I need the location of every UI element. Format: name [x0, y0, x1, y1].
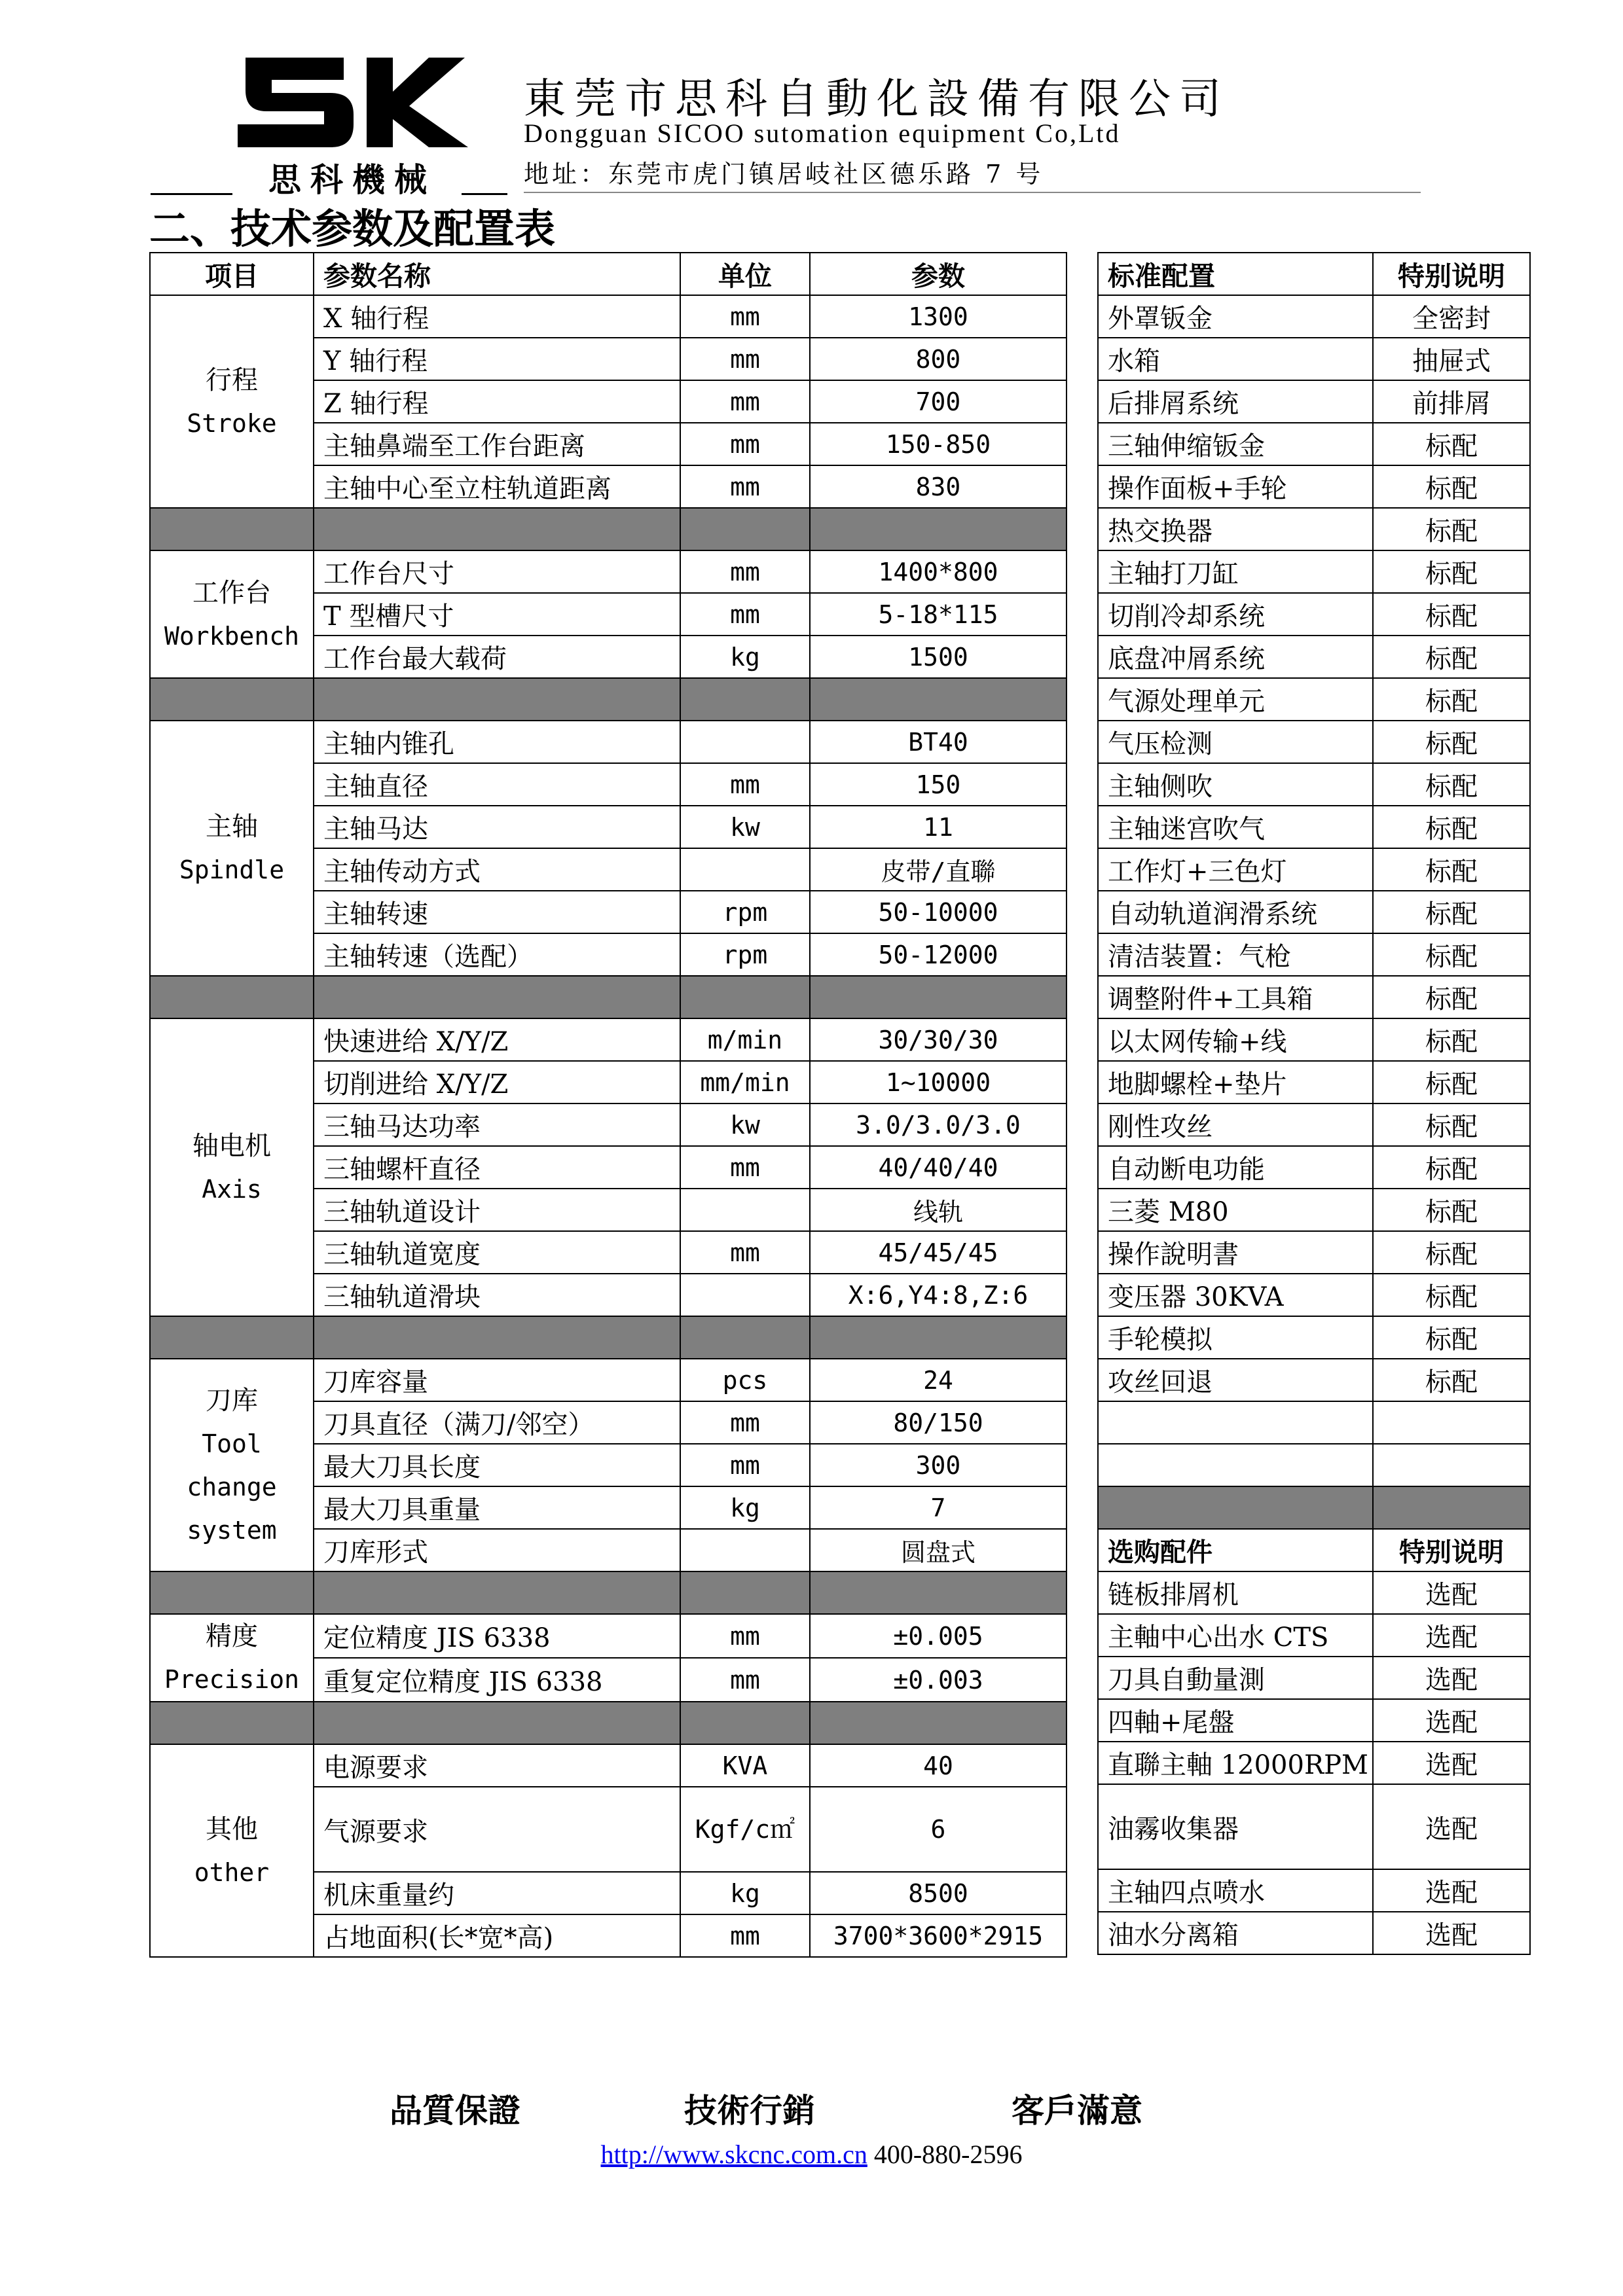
param-value: 6 — [810, 1787, 1067, 1872]
standard-config-row — [1098, 976, 1530, 1018]
standard-config-row — [1098, 1061, 1530, 1103]
param-unit — [680, 1274, 810, 1316]
group-separator-row — [150, 976, 1067, 1018]
header-divider — [524, 192, 1421, 193]
standard-config-row — [1098, 806, 1530, 848]
config-item: 热交换器 — [1098, 508, 1373, 550]
config-item: 变压器 30KVA — [1098, 1274, 1373, 1316]
optional-config-row — [1098, 1869, 1530, 1912]
separator-cell — [810, 678, 1067, 721]
config-note: 标配 — [1373, 976, 1530, 1018]
spec-row — [150, 1359, 1067, 1401]
config-header-row — [1098, 253, 1530, 295]
config-item: 地脚螺栓+垫片 — [1098, 1061, 1373, 1103]
category-en: Stroke — [187, 408, 277, 438]
config-item: 自动断电功能 — [1098, 1146, 1373, 1189]
spec-category — [150, 550, 314, 678]
logo-underline-right — [462, 193, 507, 195]
param-name: 主轴传动方式 — [314, 848, 680, 891]
config-item: 清洁装置：气枪 — [1098, 933, 1373, 976]
separator-cell — [314, 1316, 680, 1359]
empty-row — [1098, 1444, 1530, 1486]
param-unit: kw — [680, 806, 810, 848]
param-unit: mm — [680, 593, 810, 636]
param-value: 3.0/3.0/3.0 — [810, 1103, 1067, 1146]
optional-config-row — [1098, 1912, 1530, 1954]
param-value: 5-18*115 — [810, 593, 1067, 636]
empty-cell — [1373, 1486, 1530, 1529]
category-cn: 轴电机 — [192, 1130, 271, 1161]
param-unit: mm — [680, 1401, 810, 1444]
param-name: 机床重量约 — [314, 1872, 680, 1914]
config-item: 切削冷却系统 — [1098, 593, 1373, 636]
header-optional-accessories: 选购配件 — [1098, 1529, 1373, 1571]
param-name: 三轴轨道滑块 — [314, 1274, 680, 1316]
logo-name: 思科機械 — [268, 160, 436, 199]
spec-category — [150, 1744, 314, 1957]
standard-config-row — [1098, 933, 1530, 976]
category-cn: 精度 — [206, 1621, 258, 1651]
param-value: 1500 — [810, 636, 1067, 678]
config-note: 标配 — [1373, 848, 1530, 891]
param-name: 主轴直径 — [314, 763, 680, 806]
config-item: 主轴四点喷水 — [1098, 1869, 1373, 1912]
config-note: 标配 — [1373, 678, 1530, 721]
param-name: 主轴转速（选配） — [314, 933, 680, 976]
param-value: X:6,Y4:8,Z:6 — [810, 1274, 1067, 1316]
param-name: 三轴马达功率 — [314, 1103, 680, 1146]
param-name: 切削进给 X/Y/Z — [314, 1061, 680, 1103]
category-en: Axis — [202, 1174, 262, 1204]
standard-config-row — [1098, 721, 1530, 763]
config-note: 标配 — [1373, 1231, 1530, 1274]
param-value: 3700*3600*2915 — [810, 1914, 1067, 1957]
param-value: 线轨 — [810, 1189, 1067, 1231]
standard-config-row — [1098, 1018, 1530, 1061]
param-value: ±0.003 — [810, 1658, 1067, 1702]
sk-logo-mark — [232, 46, 471, 157]
config-item: 三菱 M80 — [1098, 1189, 1373, 1231]
param-name: 快速进给 X/Y/Z — [314, 1018, 680, 1061]
param-unit: m/min — [680, 1018, 810, 1061]
param-name: 主轴中心至立柱轨道距离 — [314, 465, 680, 508]
config-item: 四軸+尾盤 — [1098, 1699, 1373, 1742]
param-name: 主轴鼻端至工作台距离 — [314, 423, 680, 465]
param-unit: kg — [680, 1872, 810, 1914]
param-value: 45/45/45 — [810, 1231, 1067, 1274]
separator-cell — [150, 976, 314, 1018]
config-item: 主轴侧吹 — [1098, 763, 1373, 806]
separator-cell — [680, 508, 810, 550]
header-optional-note: 特别说明 — [1373, 1529, 1530, 1571]
param-unit — [680, 1189, 810, 1231]
param-value: 圆盘式 — [810, 1529, 1067, 1571]
separator-cell — [810, 1702, 1067, 1744]
standard-config-row — [1098, 508, 1530, 550]
config-item: 攻丝回退 — [1098, 1359, 1373, 1401]
param-value: 40/40/40 — [810, 1146, 1067, 1189]
config-note: 标配 — [1373, 550, 1530, 593]
spec-row — [150, 1614, 1067, 1658]
slogan-quality: 品質保證 — [390, 2092, 520, 2130]
separator-cell — [314, 678, 680, 721]
empty-cell — [1098, 1444, 1373, 1486]
standard-config-row — [1098, 593, 1530, 636]
spec-row — [150, 1744, 1067, 1787]
config-note: 选配 — [1373, 1571, 1530, 1614]
config-item: 操作面板+手轮 — [1098, 465, 1373, 508]
param-name: 三轴轨道宽度 — [314, 1231, 680, 1274]
spec-category — [150, 1359, 314, 1571]
param-unit: kw — [680, 1103, 810, 1146]
group-separator-row — [150, 1702, 1067, 1744]
param-name: 定位精度 JIS 6338 — [314, 1614, 680, 1658]
param-name: 刀库容量 — [314, 1359, 680, 1401]
optional-config-row — [1098, 1784, 1530, 1869]
standard-config-row — [1098, 1189, 1530, 1231]
standard-config-row — [1098, 636, 1530, 678]
standard-config-row — [1098, 891, 1530, 933]
param-name: 主轴转速 — [314, 891, 680, 933]
category-en: Workbench — [164, 621, 299, 651]
standard-config-row — [1098, 295, 1530, 338]
param-value: 80/150 — [810, 1401, 1067, 1444]
standard-config-row — [1098, 848, 1530, 891]
config-item: 三轴伸缩钣金 — [1098, 423, 1373, 465]
param-unit: Kgf/c㎡ — [680, 1787, 810, 1872]
category-cn: 行程 — [206, 365, 258, 395]
standard-config-row — [1098, 423, 1530, 465]
config-note: 选配 — [1373, 1742, 1530, 1784]
param-name: 电源要求 — [314, 1744, 680, 1787]
logo-underline-left — [151, 193, 232, 195]
param-name: 三轴轨道设计 — [314, 1189, 680, 1231]
separator-cell — [680, 1571, 810, 1614]
spec-category — [150, 295, 314, 508]
config-note: 标配 — [1373, 1103, 1530, 1146]
param-unit: kg — [680, 636, 810, 678]
standard-config-row — [1098, 678, 1530, 721]
config-note: 标配 — [1373, 721, 1530, 763]
param-value: 50-12000 — [810, 933, 1067, 976]
param-value: 11 — [810, 806, 1067, 848]
group-separator-row — [150, 1571, 1067, 1614]
standard-config-row — [1098, 1231, 1530, 1274]
config-item: 后排屑系统 — [1098, 380, 1373, 423]
param-unit: mm — [680, 465, 810, 508]
separator-cell — [810, 508, 1067, 550]
separator-cell — [150, 508, 314, 550]
param-name: 重复定位精度 JIS 6338 — [314, 1658, 680, 1702]
config-item: 直聯主軸 12000RPM — [1098, 1742, 1373, 1784]
param-value: 800 — [810, 338, 1067, 380]
param-value: BT40 — [810, 721, 1067, 763]
param-name: Y 轴行程 — [314, 338, 680, 380]
optional-config-row — [1098, 1699, 1530, 1742]
config-item: 工作灯+三色灯 — [1098, 848, 1373, 891]
header-unit: 单位 — [680, 253, 810, 295]
config-note: 标配 — [1373, 891, 1530, 933]
param-value: 皮带/直聯 — [810, 848, 1067, 891]
standard-config-row — [1098, 338, 1530, 380]
param-unit: mm — [680, 1614, 810, 1658]
param-unit: mm — [680, 380, 810, 423]
config-item: 自动轨道润滑系统 — [1098, 891, 1373, 933]
config-note: 标配 — [1373, 763, 1530, 806]
company-name-en: Dongguan SICOO sutomation equipment Co,Ltd — [524, 118, 1121, 148]
separator-cell — [150, 1702, 314, 1744]
config-item: 链板排屑机 — [1098, 1571, 1373, 1614]
separator-cell — [314, 976, 680, 1018]
param-name: 最大刀具长度 — [314, 1444, 680, 1486]
param-name: 工作台最大载荷 — [314, 636, 680, 678]
standard-config-row — [1098, 380, 1530, 423]
company-address: 地址：东莞市虎门镇居岐社区德乐路 7 号 — [524, 160, 1044, 188]
config-item: 刚性攻丝 — [1098, 1103, 1373, 1146]
spec-category — [150, 721, 314, 976]
category-cn: 刀库 — [206, 1385, 258, 1416]
spec-row — [150, 550, 1067, 593]
param-unit — [680, 721, 810, 763]
param-unit: mm — [680, 1444, 810, 1486]
param-value: 50-10000 — [810, 891, 1067, 933]
config-item: 刀具自動量測 — [1098, 1657, 1373, 1699]
config-note: 标配 — [1373, 1189, 1530, 1231]
separator-cell — [150, 678, 314, 721]
config-note: 标配 — [1373, 1061, 1530, 1103]
config-item: 气源处理单元 — [1098, 678, 1373, 721]
config-table — [1097, 252, 1531, 1955]
standard-config-row — [1098, 1103, 1530, 1146]
phone-number: 400-880-2596 — [873, 2140, 1023, 2169]
config-note: 选配 — [1373, 1912, 1530, 1954]
config-note: 标配 — [1373, 508, 1530, 550]
optional-config-row — [1098, 1742, 1530, 1784]
param-unit: rpm — [680, 891, 810, 933]
config-item: 主轴打刀缸 — [1098, 550, 1373, 593]
param-unit: mm — [680, 338, 810, 380]
section-title: 二、技术参数及配置表 — [149, 205, 556, 253]
config-note: 标配 — [1373, 423, 1530, 465]
separator-cell — [314, 508, 680, 550]
optional-config-row — [1098, 1571, 1530, 1614]
header-param-name: 参数名称 — [314, 253, 680, 295]
config-item: 油霧收集器 — [1098, 1784, 1373, 1869]
param-unit: mm — [680, 1231, 810, 1274]
param-value: 830 — [810, 465, 1067, 508]
footer-slogans — [0, 2085, 1623, 2130]
config-item: 手轮模拟 — [1098, 1316, 1373, 1359]
config-note: 前排屑 — [1373, 380, 1530, 423]
spec-row — [150, 1018, 1067, 1061]
param-name: 工作台尺寸 — [314, 550, 680, 593]
config-note: 标配 — [1373, 1359, 1530, 1401]
param-name: 气源要求 — [314, 1787, 680, 1872]
category-en: Precision — [164, 1665, 299, 1694]
company-name-cn: 東莞市思科自動化設備有限公司 — [524, 75, 1230, 124]
config-note: 标配 — [1373, 1316, 1530, 1359]
config-note: 标配 — [1373, 1146, 1530, 1189]
param-value: 150-850 — [810, 423, 1067, 465]
standard-config-row — [1098, 1146, 1530, 1189]
param-value: 40 — [810, 1744, 1067, 1787]
spec-header-row — [150, 253, 1067, 295]
param-name: T 型槽尺寸 — [314, 593, 680, 636]
param-value: 7 — [810, 1486, 1067, 1529]
category-cn: 工作台 — [192, 577, 271, 608]
slogan-technology: 技術行銷 — [684, 2092, 815, 2130]
config-item: 以太网传输+线 — [1098, 1018, 1373, 1061]
config-item: 主軸中心出水 CTS — [1098, 1614, 1373, 1657]
separator-cell — [680, 1316, 810, 1359]
spec-category — [150, 1614, 314, 1702]
header-item: 项目 — [150, 253, 314, 295]
config-separator-row — [1098, 1486, 1530, 1529]
header-standard-config: 标准配置 — [1098, 253, 1373, 295]
param-value: ±0.005 — [810, 1614, 1067, 1658]
config-note: 选配 — [1373, 1614, 1530, 1657]
slogan-satisfaction: 客戶滿意 — [1012, 2092, 1142, 2130]
param-name: Z 轴行程 — [314, 380, 680, 423]
separator-cell — [314, 1571, 680, 1614]
param-value: 1~10000 — [810, 1061, 1067, 1103]
standard-config-row — [1098, 1274, 1530, 1316]
category-en: Spindle — [179, 855, 285, 884]
config-item: 操作說明書 — [1098, 1231, 1373, 1274]
separator-cell — [680, 678, 810, 721]
empty-cell — [1098, 1401, 1373, 1444]
param-value: 300 — [810, 1444, 1067, 1486]
param-unit: mm/min — [680, 1061, 810, 1103]
param-unit — [680, 1529, 810, 1571]
optional-config-row — [1098, 1657, 1530, 1699]
standard-config-row — [1098, 763, 1530, 806]
param-unit — [680, 848, 810, 891]
param-value: 30/30/30 — [810, 1018, 1067, 1061]
group-separator-row — [150, 678, 1067, 721]
config-item: 外罩钣金 — [1098, 295, 1373, 338]
param-value: 150 — [810, 763, 1067, 806]
category-cn: 主轴 — [206, 812, 258, 842]
standard-config-row — [1098, 465, 1530, 508]
config-note: 全密封 — [1373, 295, 1530, 338]
param-value: 8500 — [810, 1872, 1067, 1914]
standard-config-row — [1098, 1316, 1530, 1359]
param-name: 主轴内锥孔 — [314, 721, 680, 763]
empty-cell — [1098, 1486, 1373, 1529]
config-note: 标配 — [1373, 593, 1530, 636]
config-note: 标配 — [1373, 933, 1530, 976]
config-note: 选配 — [1373, 1699, 1530, 1742]
header-value: 参数 — [810, 253, 1067, 295]
param-name: X 轴行程 — [314, 295, 680, 338]
optional-header-row — [1098, 1529, 1530, 1571]
param-unit: mm — [680, 1914, 810, 1957]
param-value: 700 — [810, 380, 1067, 423]
empty-row — [1098, 1401, 1530, 1444]
category-en: other — [194, 1857, 270, 1887]
spec-table-body — [150, 295, 1067, 1957]
spec-row — [150, 721, 1067, 763]
separator-cell — [810, 1571, 1067, 1614]
spec-table — [149, 252, 1067, 1958]
empty-cell — [1373, 1444, 1530, 1486]
param-unit: mm — [680, 295, 810, 338]
spec-category — [150, 1018, 314, 1316]
footer-contact — [0, 2139, 1623, 2170]
category-en: Tool change system — [187, 1429, 277, 1545]
standard-config-row — [1098, 550, 1530, 593]
category-cn: 其他 — [206, 1814, 258, 1844]
config-item: 底盘冲屑系统 — [1098, 636, 1373, 678]
config-note: 标配 — [1373, 1018, 1530, 1061]
config-note: 选配 — [1373, 1869, 1530, 1912]
config-note: 选配 — [1373, 1784, 1530, 1869]
empty-cell — [1373, 1401, 1530, 1444]
standard-config-row — [1098, 1359, 1530, 1401]
separator-cell — [314, 1702, 680, 1744]
param-value: 24 — [810, 1359, 1067, 1401]
param-unit: KVA — [680, 1744, 810, 1787]
param-unit: rpm — [680, 933, 810, 976]
param-unit: kg — [680, 1486, 810, 1529]
spec-row — [150, 295, 1067, 338]
separator-cell — [680, 976, 810, 1018]
group-separator-row — [150, 1316, 1067, 1359]
param-name: 占地面积(长*宽*高) — [314, 1914, 680, 1957]
param-name: 三轴螺杆直径 — [314, 1146, 680, 1189]
config-item: 主轴迷宫吹气 — [1098, 806, 1373, 848]
website-link[interactable]: http://www.skcnc.com.cn — [600, 2140, 867, 2169]
optional-config-row — [1098, 1614, 1530, 1657]
param-name: 最大刀具重量 — [314, 1486, 680, 1529]
param-unit: mm — [680, 763, 810, 806]
param-value: 1300 — [810, 295, 1067, 338]
company-logo — [232, 46, 471, 216]
config-table-body — [1098, 295, 1530, 1954]
separator-cell — [810, 976, 1067, 1018]
config-note: 标配 — [1373, 806, 1530, 848]
group-separator-row — [150, 508, 1067, 550]
separator-cell — [150, 1571, 314, 1614]
param-unit: mm — [680, 1658, 810, 1702]
param-unit: mm — [680, 423, 810, 465]
config-note: 抽屉式 — [1373, 338, 1530, 380]
separator-cell — [150, 1316, 314, 1359]
config-item: 水箱 — [1098, 338, 1373, 380]
separator-cell — [680, 1702, 810, 1744]
config-item: 气压检测 — [1098, 721, 1373, 763]
header-special-note: 特别说明 — [1373, 253, 1530, 295]
param-unit: pcs — [680, 1359, 810, 1401]
config-note: 标配 — [1373, 636, 1530, 678]
param-name: 刀具直径（满刀/邻空） — [314, 1401, 680, 1444]
param-value: 1400*800 — [810, 550, 1067, 593]
config-note: 标配 — [1373, 465, 1530, 508]
config-item: 调整附件+工具箱 — [1098, 976, 1373, 1018]
separator-cell — [810, 1316, 1067, 1359]
config-item: 油水分离箱 — [1098, 1912, 1373, 1954]
config-note: 标配 — [1373, 1274, 1530, 1316]
param-unit: mm — [680, 550, 810, 593]
config-note: 选配 — [1373, 1657, 1530, 1699]
param-unit: mm — [680, 1146, 810, 1189]
param-name: 主轴马达 — [314, 806, 680, 848]
param-name: 刀库形式 — [314, 1529, 680, 1571]
